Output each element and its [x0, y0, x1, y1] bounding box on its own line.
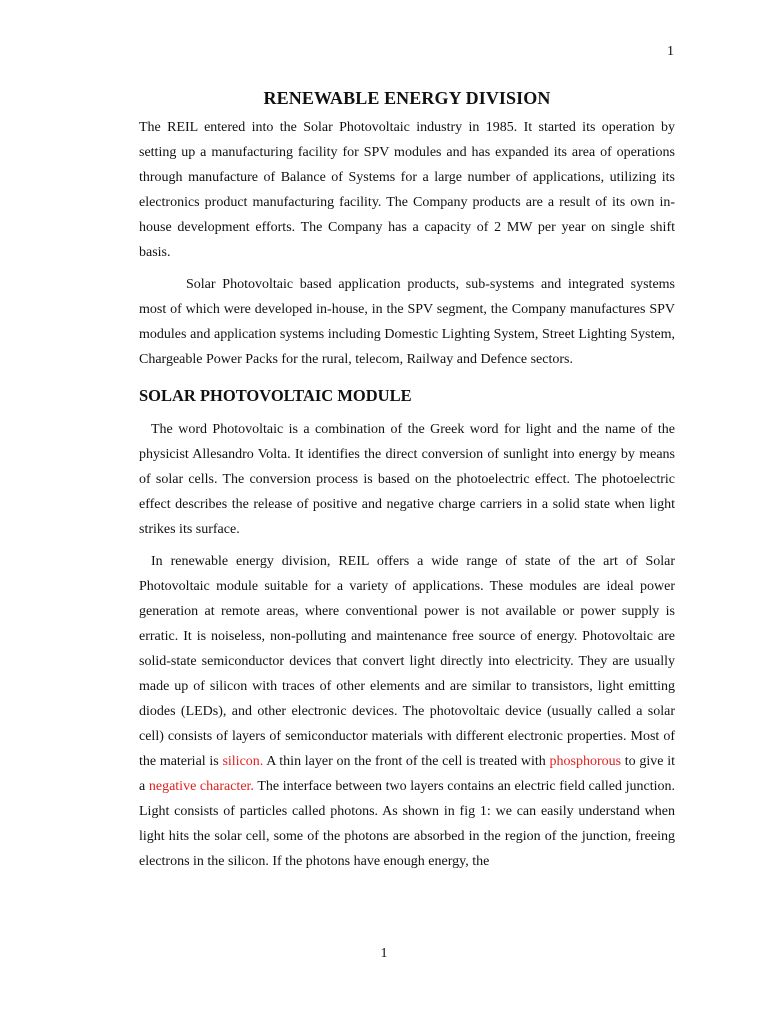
- intro-paragraph-1: The REIL entered into the Solar Photovoltaic industry in 1985. It started its operation by setting up a manufacturing facility for SPV modules and has expanded its area of operations through manufacture of Balance of Systems for a large number of applications, utilizing its electronics product manufacturing facility. The Company products are a result of its own in-house development efforts. The Company has a capacity of 2 MW per year on single shift basis.: [139, 120, 675, 260]
- document-body: [139, 88, 675, 874]
- paragraph-text: The interface between two layers contains an electric field called junction. Light consists of particles called photons. As shown in fig 1: we can easily understand when light hits the solar cell, some of the photons are absorbed in the region of the junction, freeing electrons in the silicon. If the photons have enough energy, the: [139, 779, 676, 869]
- document-title: RENEWABLE ENERGY DIVISION: [263, 88, 551, 108]
- page-number-top: 1: [667, 44, 674, 59]
- highlight-silicon: silicon.: [222, 754, 264, 769]
- paragraph-text: A thin layer on the front of the cell is treated with: [263, 754, 550, 769]
- intro-paragraph-2: Solar Photovoltaic based application products, sub-systems and integrated systems most of which were developed in-house, in the SPV segment, the Company manufactures SPV modules and application systems including Domestic Lighting System, Street Lighting System, Chargeable Power Packs for the rural, telecom, Railway and Defence sectors.: [139, 277, 675, 367]
- section-paragraph-2: [139, 549, 675, 874]
- section-paragraph-1: The word Photovoltaic is a combination of the Greek word for light and the name of the physicist Allesandro Volta. It identifies the direct conversion of sunlight into energy by means of solar cells. The conversion process is based on the photoelectric effect. The photoelectric effect describes the release of positive and negative charge carriers in a solid state when light strikes its surface.: [139, 422, 675, 537]
- highlight-negative-character: negative character.: [148, 779, 254, 794]
- section-heading: SOLAR PHOTOVOLTAIC MODULE: [139, 386, 412, 405]
- paragraph-text: to give it a: [139, 754, 675, 794]
- page-number-bottom: 1: [380, 946, 388, 961]
- paragraph-text: In renewable energy division, REIL offers a wide range of state of the art of Solar Photovoltaic module suitable for a variety of applications. These modules are ideal power generation at remote areas, where conventional power is not available or power supply is erratic. It is noiseless, non-polluting and maintenance free source of energy. Photovoltaic are solid-state semiconductor devices that convert light directly into electricity. They are usually made up of silicon with traces of other elements and are similar to transistors, light emitting diodes (LEDs), and other electronic devices. The photovoltaic device (usually called a solar cell) consists of layers of semiconductor materials with different electronic properties. Most of the material is: [139, 554, 675, 769]
- highlight-phosphorous: phosphorous: [549, 754, 622, 769]
